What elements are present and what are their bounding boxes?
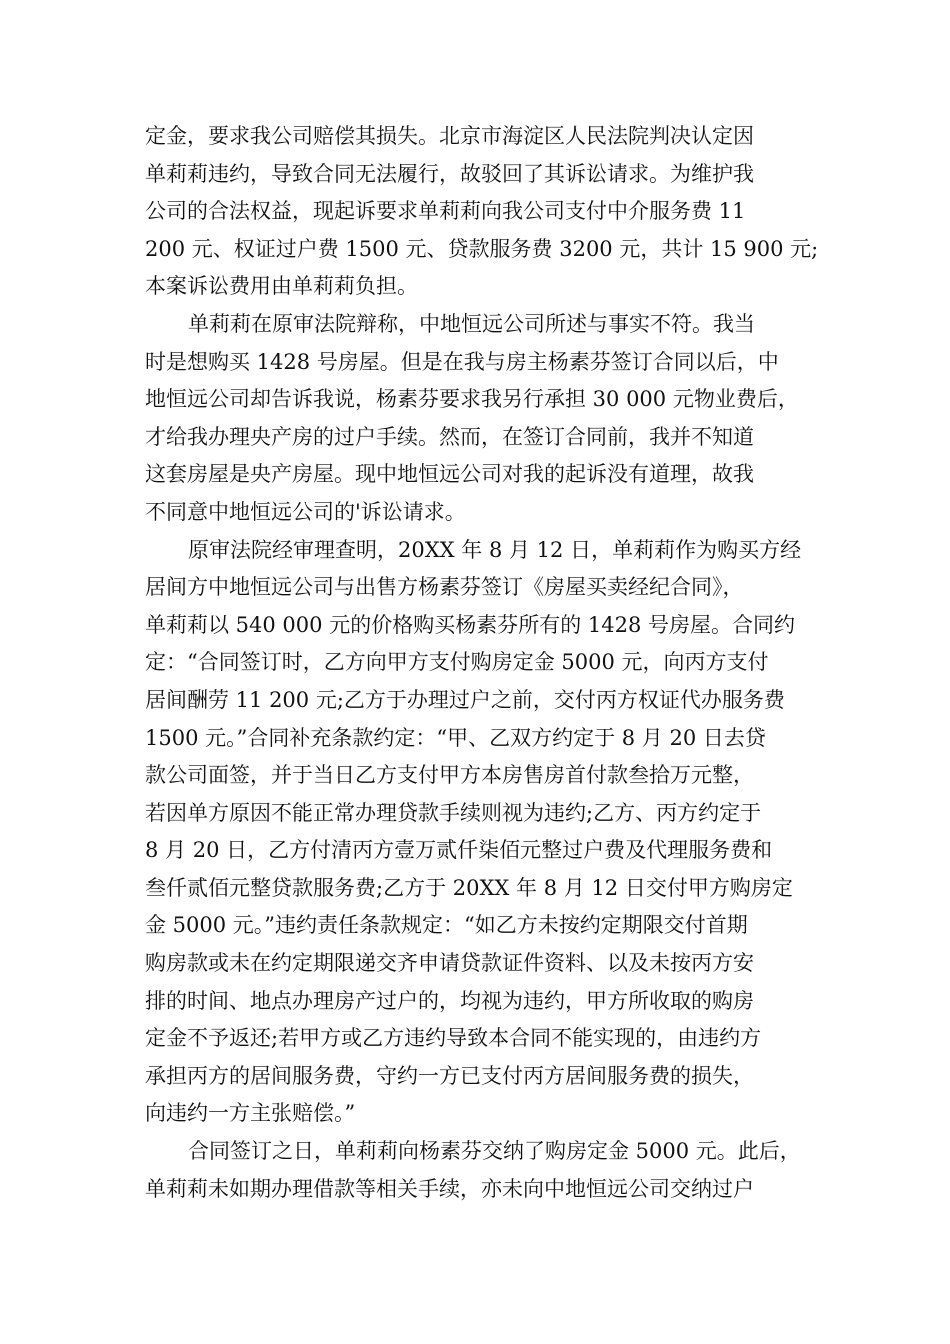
paragraph-first-line: 合同签订之日，单莉莉向杨素芬交纳了购房定金 5000 元。此后， [188,1139,801,1164]
paragraph-first-line: 单莉莉在原审法院辩称，中地恒远公司所述与事实不符。我当 [188,311,755,336]
text-line: 居间方中地恒远公司与出售方杨素芬签订《房屋买卖经纪合同》， [145,575,744,600]
text-line: 居间酬劳 11 200 元;乙方于办理过户之前，交付丙方权证代办服务费 [145,687,785,712]
text-line: 叁仟贰佰元整贷款服务费;乙方于 20XX 年 8 月 12 日交付甲方购房定 [145,875,793,900]
text-line: 向违约一方主张赔偿。” [145,1101,356,1126]
text-line: 排的时间、地点办理房产过户的，均视为违约，甲方所收取的购房 [145,988,754,1013]
text-line: 才给我办理央产房的过户手续。然而，在签订合同前，我并不知道 [145,424,754,449]
text-line: 购房款或未在约定期限递交齐申请贷款证件资料、以及未按丙方安 [145,951,754,976]
text-line: 地恒远公司却告诉我说，杨素芬要求我另行承担 30 000 元物业费后， [145,387,799,412]
text-line: 8 月 20 日，乙方付清丙方壹万贰仟柒佰元整过户费及代理服务费和 [145,838,773,863]
text-line: 单莉莉违约，导致合同无法履行，故驳回了其诉讼请求。为维护我 [145,161,754,186]
text-line: 公司的合法权益，现起诉要求单莉莉向我公司支付中介服务费 11 [145,199,746,224]
text-line: 200 元、权证过户费 1500 元、贷款服务费 3200 元，共计 15 900 元; [145,236,819,261]
text-line: 时是想购买 1428 号房屋。但是在我与房主杨素芬签订合同以后，中 [145,349,779,374]
text-line: 单莉莉以 540 000 元的价格购买杨素芬所有的 1428 号房屋。合同约 [145,612,795,637]
text-line: 不同意中地恒远公司的'诉讼请求。 [145,499,466,524]
text-line: 金 5000 元。”违约责任条款规定：“如乙方未按约定期限交付首期 [145,913,748,938]
text-line: 本案诉讼费用由单莉莉负担。 [145,274,418,299]
text-line: 定：“合同签订时，乙方向甲方支付购房定金 5000 元，向丙方支付 [145,650,769,675]
text-line: 款公司面签，并于当日乙方支付甲方本房售房首付款叁拾万元整， [145,763,754,788]
text-line: 这套房屋是央产房屋。现中地恒远公司对我的起诉没有道理，故我 [145,462,754,487]
paragraph-first-line: 原审法院经审理查明，20XX 年 8 月 12 日，单莉莉作为购买方经 [188,537,802,562]
text-line: 承担丙方的居间服务费，守约一方已支付丙方居间服务费的损失， [145,1063,754,1088]
text-line: 定金，要求我公司赔偿其损失。北京市海淀区人民法院判决认定因 [145,124,754,148]
text-line: 若因单方原因不能正常办理贷款手续则视为违约;乙方、丙方约定于 [145,800,762,825]
text-line: 单莉莉未如期办理借款等相关手续，亦未向中地恒远公司交纳过户 [145,1176,754,1201]
text-line: 定金不予返还;若甲方或乙方违约导致本合同不能实现的，由违约方 [145,1026,762,1051]
document-body-text [145,118,825,1208]
text-line: 1500 元。”合同补充条款约定：“甲、乙双方约定于 8 月 20 日去贷 [145,725,766,750]
